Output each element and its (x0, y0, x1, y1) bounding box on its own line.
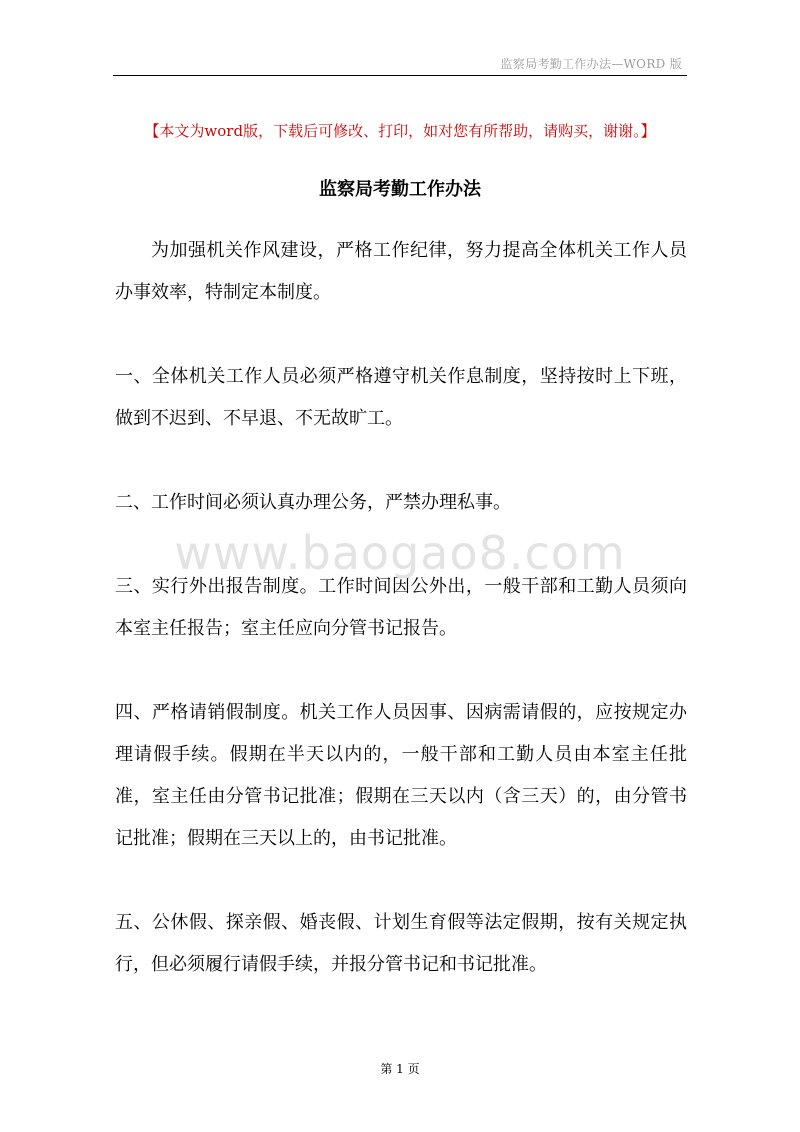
article-5-paragraph: 五、公休假、探亲假、婚丧假、计划生育假等法定假期，按有关规定执行，但必须履行请假手续，并报分管书记和书记批准。 (115, 912, 687, 975)
header-divider (113, 75, 687, 76)
purchase-notice: 【本文为word版，下载后可修改、打印，如对您有所帮助，请购买，谢谢。】 (144, 122, 656, 140)
running-header: 监察局考勤工作办法—WORD 版 (500, 57, 682, 71)
document-body (115, 230, 687, 1028)
watermark: www.baogao8.com (174, 526, 626, 580)
document-title: 监察局考勤工作办法 (319, 179, 481, 200)
article-3-paragraph: 三、实行外出报告制度。工作时间因公外出，一般干部和工勤人员须向本室主任报告；室主任应向分管书记报告。 (115, 576, 687, 639)
page-number: 第 1 页 (380, 1062, 420, 1076)
article-4-paragraph: 四、严格请销假制度。机关工作人员因事、因病需请假的，应按规定办理请假手续。假期在半天以内的，一般干部和工勤人员由本室主任批准，室主任由分管书记批准；假期在三天以内（含三天）的，由分管书记批准；假期在三天以上的，由书记批准。 (115, 702, 687, 849)
intro-paragraph: 为加强机关作风建设，严格工作纪律，努力提高全体机关工作人员办事效率，特制定本制度。 (115, 240, 687, 303)
article-2-paragraph: 二、工作时间必须认真办理公务，严禁办理私事。 (115, 492, 511, 513)
article-1-paragraph: 一、全体机关工作人员必须严格遵守机关作息制度，坚持按时上下班，做到不迟到、不早退、不无故旷工。 (115, 366, 687, 429)
